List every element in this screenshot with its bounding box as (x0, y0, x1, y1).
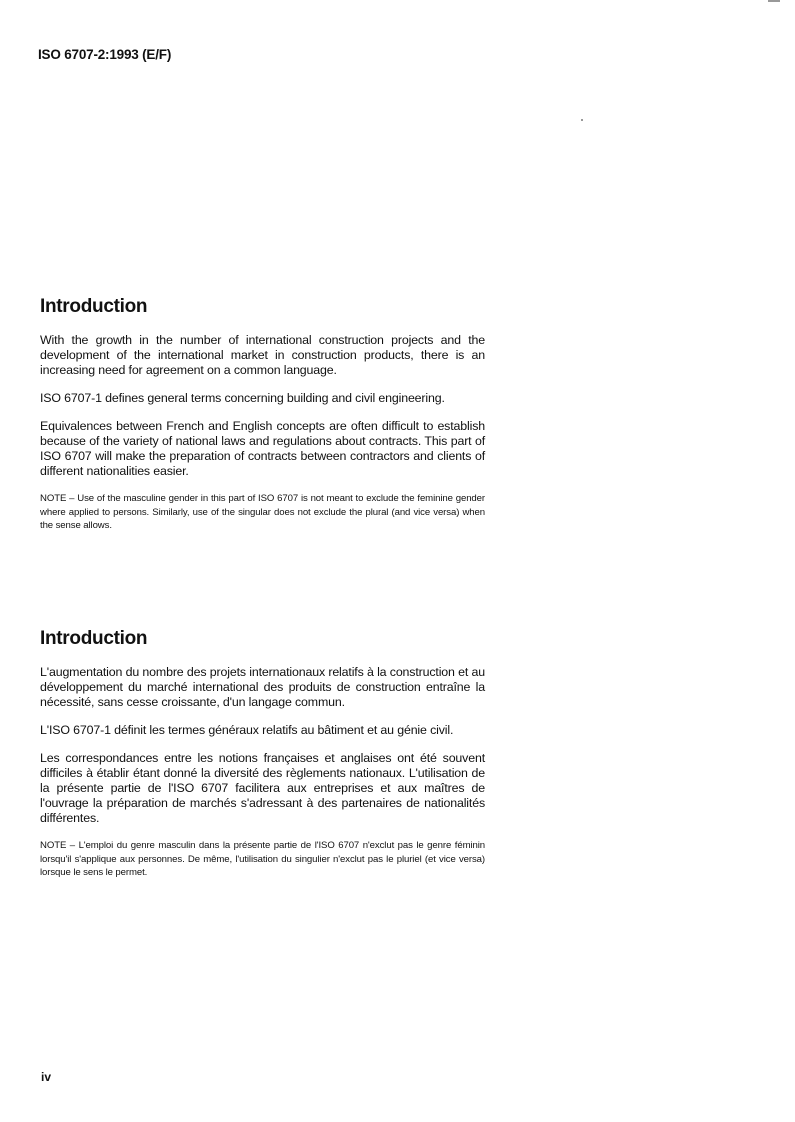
paragraph-fr-2: L'ISO 6707-1 définit les termes généraux relatifs au bâtiment et au génie civil. (40, 723, 454, 737)
note-french: NOTE – L'emploi du genre masculin dans la présente partie de l'ISO 6707 n'exclut pas le genre féminin lorsqu'il s'applique aux personnes. De même, l'utilisation du singulier n'exclut pas le pluriel (et vice versa) lorsque le sens le permet. (40, 840, 485, 878)
paragraph-en-1: With the growth in the number of international construction projects and the development of the international market in construction products, there is an increasing need for agreement on a common language. (40, 333, 485, 377)
paragraph-en-2: ISO 6707-1 defines general terms concerning building and civil engineering. (40, 391, 445, 405)
paragraph-en-3: Equivalences between French and English concepts are often difficult to establish because of the variety of national laws and regulations about contracts. This part of ISO 6707 will make the preparation of contracts between contractors and clients of different nationalities easier. (40, 419, 485, 478)
paragraph-fr-1: L'augmentation du nombre des projets internationaux relatifs à la construction et au développement du marché international des produits de construction entraîne la nécessité, sans cesse croissante, d'un langage commun. (40, 665, 485, 709)
introduction-french (40, 627, 485, 880)
section-title-english: Introduction (40, 296, 148, 317)
note-english: NOTE – Use of the masculine gender in this part of ISO 6707 is not meant to exclude the feminine gender where applied to persons. Similarly, use of the singular does not exclude the plural (and vice versa) when the sense allows. (40, 493, 485, 531)
document-header-id: ISO 6707-2:1993 (E/F) (38, 47, 172, 62)
introduction-english (40, 295, 485, 533)
section-title-french: Introduction (40, 628, 148, 649)
paragraph-fr-3: Les correspondances entre les notions françaises et anglaises ont été souvent difficiles à établir étant donné la diversité des règlements nationaux. L'utilisation de la présente partie de l'ISO 6707 facilitera aux entreprises et aux maîtres de l'ouvrage la préparation de marchés s'adressant à des partenaires de nationalités différentes. (40, 751, 485, 825)
scan-artifact-top-right (768, 0, 780, 2)
scan-artifact-speck (581, 119, 583, 121)
page-number: iv (41, 1070, 52, 1084)
